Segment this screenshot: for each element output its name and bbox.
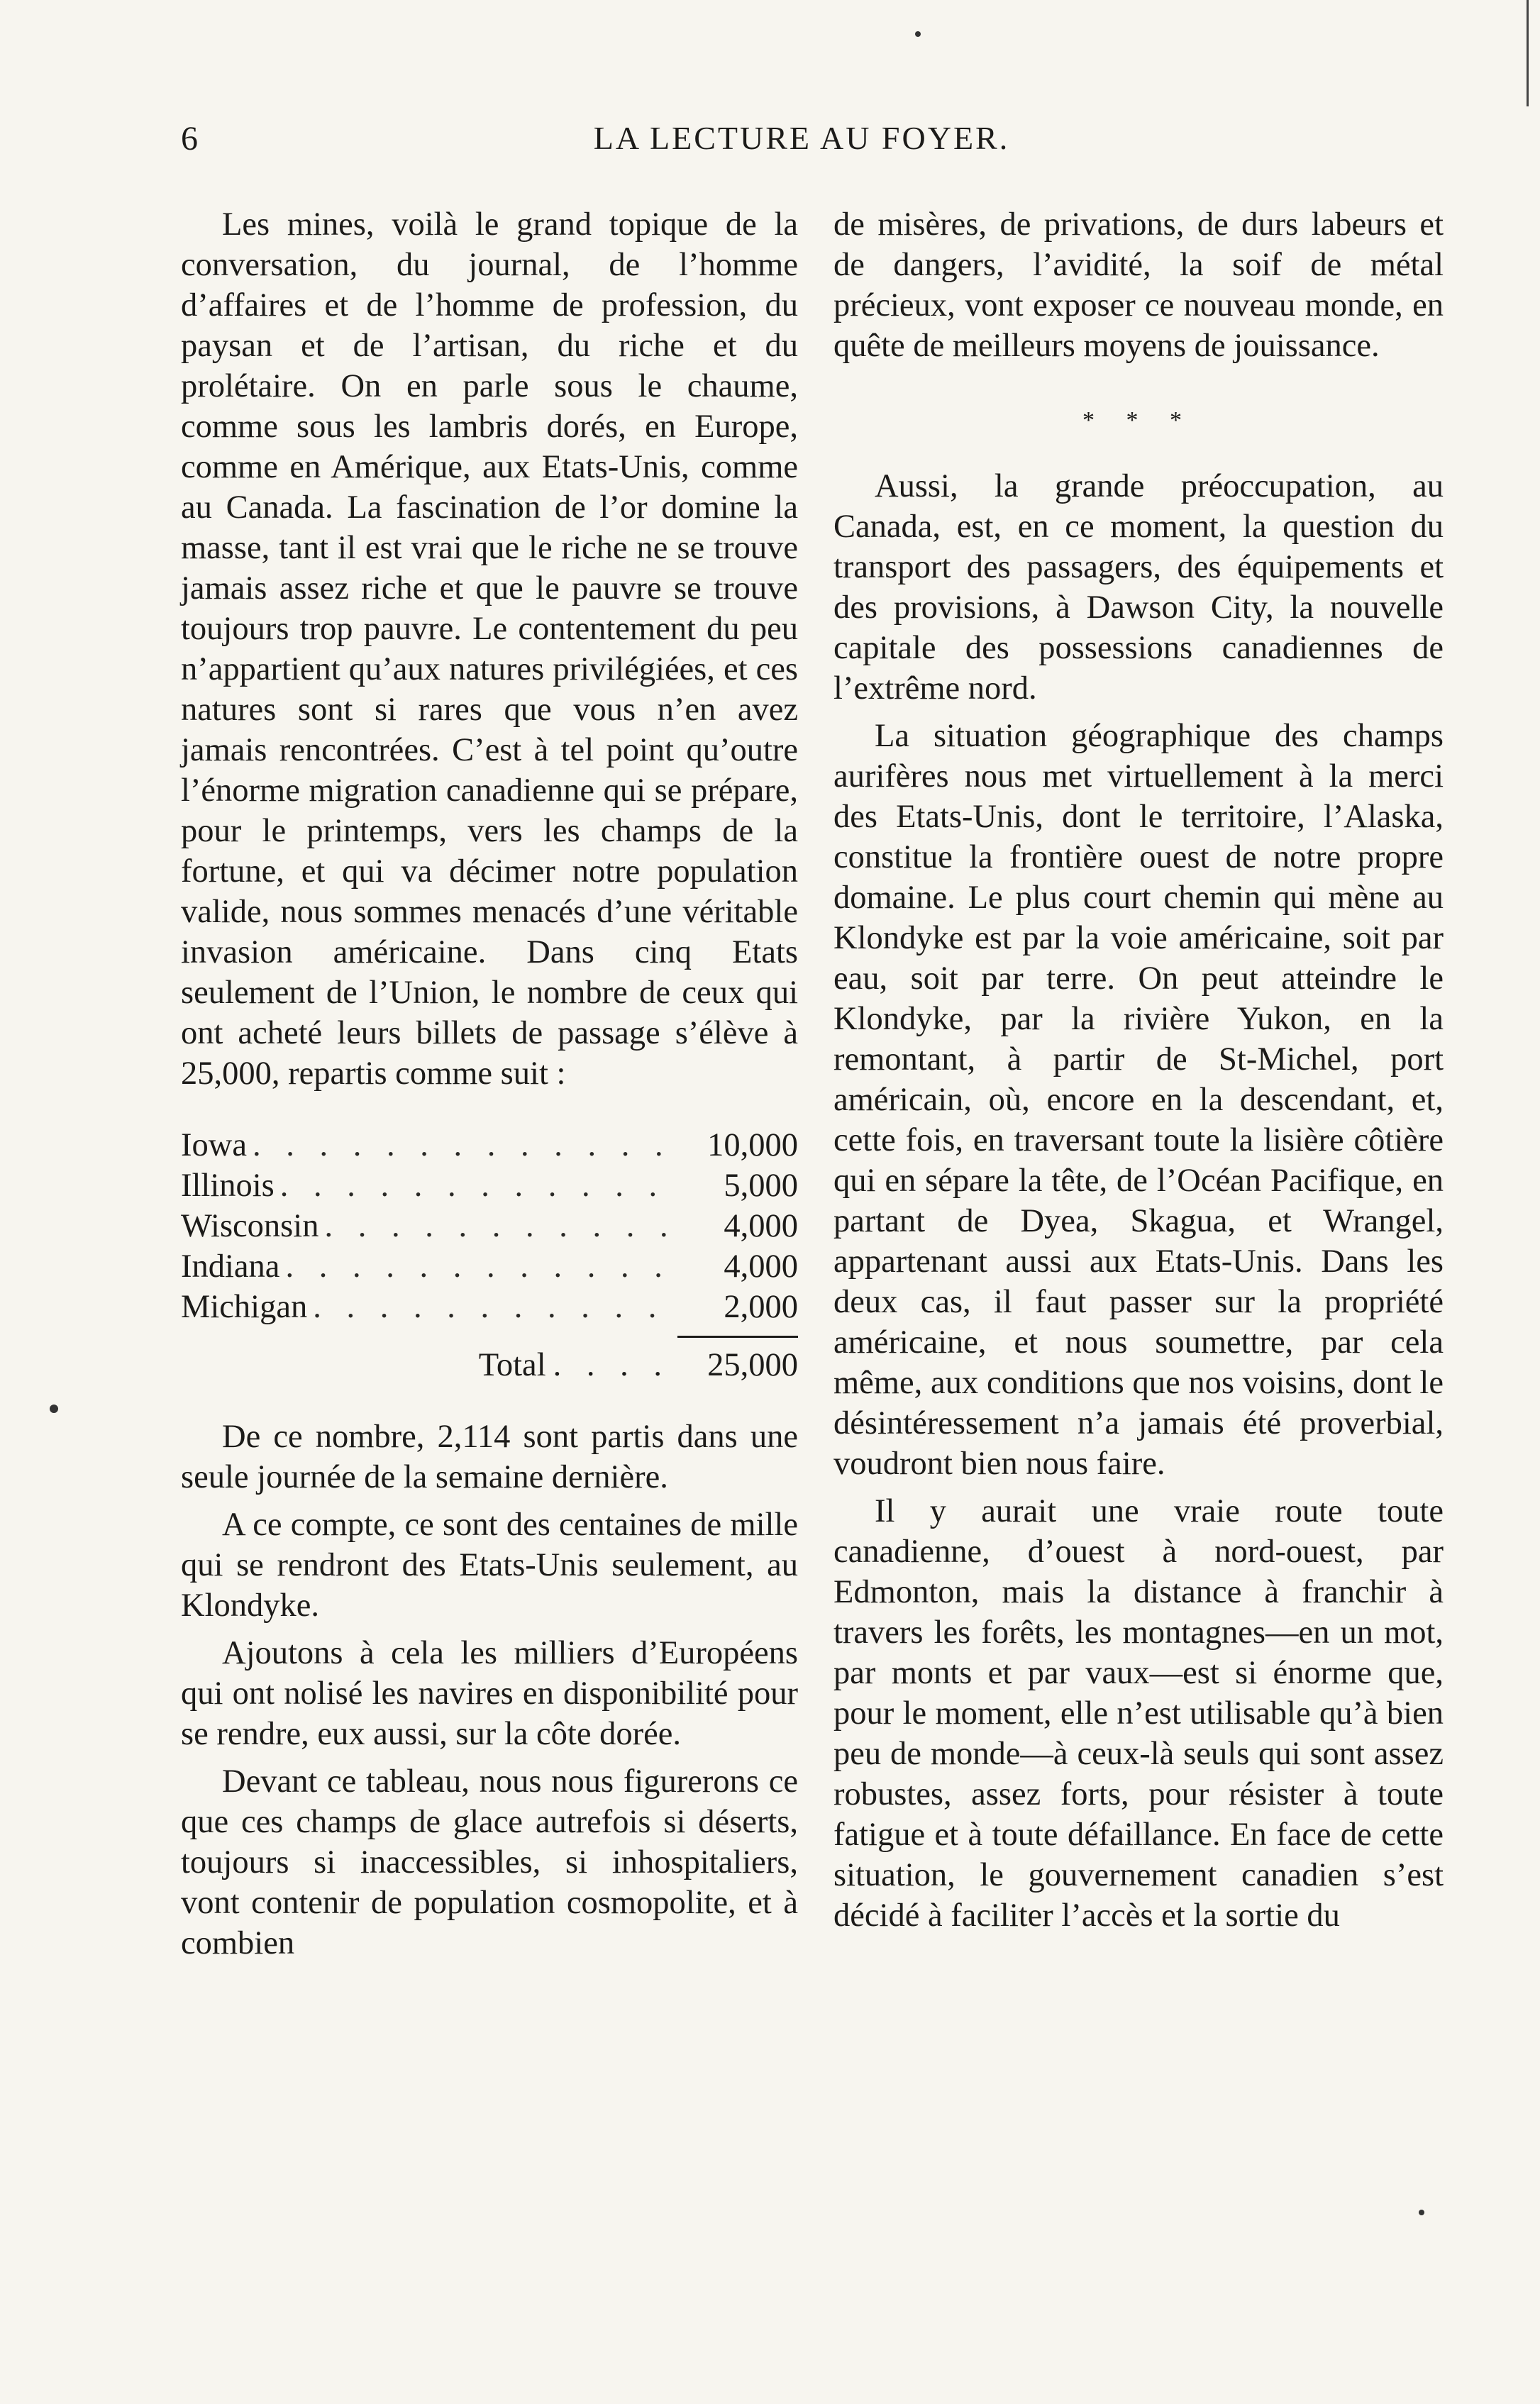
total-value: 25,000 <box>707 1347 798 1383</box>
total-row <box>181 1345 798 1385</box>
table-row <box>181 1125 798 1165</box>
scan-margin-line <box>1527 0 1529 106</box>
paragraph: Les mines, voilà le grand topique de la conversation, du journal, de l’homme d’affaires et de l’homme de profession, du paysan et de l’artisan, du riche et du prolétaire. On en parle sous le chaume, comme sous les lambris dorés, en Europe, comme en Amérique, aux Etats-Unis, comme au Canada. La fascination de l’or domine la masse, tant il est vrai que le riche ne se trouve jamais assez riche et que le pauvre se trouve toujours trop pauvre. Le contentement du peu n’appartient qu’aux natures privilégiées, et ces natures sont si rares que vous n’en avez jamais rencontrées. C’est à tel point qu’outre l’énorme migration canadienne qui se prépare, pour le printemps, vers les champs de la fortune, et qui va décimer notre population valide, nous sommes menacés d’une véritable invasion américaine. Dans cinq Etats seulement de l’Union, le nombre de ceux qui ont acheté leurs billets de passage s’élève à 25,000, repartis comme suit : <box>181 206 798 1092</box>
page-header <box>181 119 1422 169</box>
state-name: Indiana <box>181 1248 280 1285</box>
left-column <box>181 204 798 1963</box>
section-separator: * * * <box>1082 407 1195 433</box>
state-name: Iowa <box>181 1127 247 1163</box>
total-label: Total <box>478 1347 546 1383</box>
state-value: 4,000 <box>724 1248 798 1285</box>
table-row <box>181 1246 798 1287</box>
dot-leader <box>307 1287 677 1327</box>
state-value: 2,000 <box>724 1289 798 1325</box>
paragraph: Il y aurait une vraie route toute canadienne, d’ouest à nord-ouest, par Edmonton, mais la distance à franchir à travers les forêts, les montagnes—en un mot, par monts et par vaux—est si énorme que, pour le moment, elle n’est utilisable qu’à bien peu de monde—à ceux-là seuls qui sont assez robustes, assez forts, pour résister à toute fatigue et à toute défaillance. En face de cette situation, le gouvernement canadien s’est décidé à faciliter l’accès et la sortie du <box>833 1493 1444 1934</box>
paragraph: La situation géographique des champs aurifères nous met virtuellement à la merci des Etats-Unis, dont le territoire, l’Alaska, constitue la frontière ouest de notre propre domaine. Le plus court chemin qui mène au Klondyke est par la voie américaine, soit par eau, soit par terre. On peut atteindre le Klondyke, par la rivière Yukon, en la remontant, à partir de St-Michel, port américain, où, encore en la descendant, et, cette fois, en traversant toute la lisière côtière qui en sépare la tête, de l’Océan Pacifique, en partant de Dyea, Skagua, et Wrangel, appartenant aussi aux Etats-Unis. Dans les deux cas, il faut passer sur la propriété américaine, et nous soumettre, par cela même, aux conditions que nos voisins, dont le désintéressement n’a jamais été proverbial, voudront bien nous faire. <box>833 718 1444 1482</box>
state-value: 10,000 <box>707 1127 798 1163</box>
scan-speck <box>50 1405 58 1413</box>
running-title: LA LECTURE AU FOYER. <box>593 120 1010 156</box>
page-number: 6 <box>181 120 198 157</box>
scan-speck <box>1419 2210 1424 2215</box>
state-name: Wisconsin <box>181 1208 319 1244</box>
table-row <box>181 1206 798 1246</box>
right-column <box>833 204 1444 1936</box>
dot-leader <box>279 1246 677 1287</box>
state-name: Michigan <box>181 1289 308 1325</box>
paragraph: A ce compte, ce sont des centaines de mille qui se rendront des Etats-Unis seulement, au Klondyke. <box>181 1507 798 1624</box>
total-rule <box>677 1336 798 1338</box>
dot-leader: . . . . <box>553 1347 670 1383</box>
table-row <box>181 1287 798 1327</box>
paragraph: Devant ce tableau, nous nous figurerons ce que ces champs de glace autrefois si déserts, toujours si inaccessibles, si inhospitaliers, vont contenir de population cosmopolite, et à combien <box>181 1763 798 1961</box>
state-name: Illinois <box>181 1168 275 1204</box>
state-value: 4,000 <box>724 1208 798 1244</box>
emigration-table <box>181 1125 798 1385</box>
paragraph: Aussi, la grande préoccupation, au Canada, est, en ce moment, la question du transport des passagers, des équipements et des provisions, à Dawson City, la nouvelle capitale des possessions canadiennes de l’extrême nord. <box>833 468 1444 707</box>
scan-speck <box>915 31 921 37</box>
paragraph-continuation: de misères, de privations, de durs labeurs et de dangers, l’avidité, la soif de métal précieux, vont exposer ce nouveau monde, en quête de meilleurs moyens de jouissance. <box>833 206 1444 364</box>
state-value: 5,000 <box>724 1168 798 1204</box>
dot-leader <box>247 1125 677 1165</box>
table-row <box>181 1165 798 1206</box>
paragraph: Ajoutons à cela les milliers d’Européens qui ont nolisé les navires en disponibilité pour se rendre, eux aussi, sur la côte dorée. <box>181 1635 798 1752</box>
paragraph: De ce nombre, 2,114 sont partis dans une seule journée de la semaine dernière. <box>181 1419 798 1495</box>
dot-leader <box>275 1165 677 1206</box>
dot-leader <box>318 1206 677 1246</box>
